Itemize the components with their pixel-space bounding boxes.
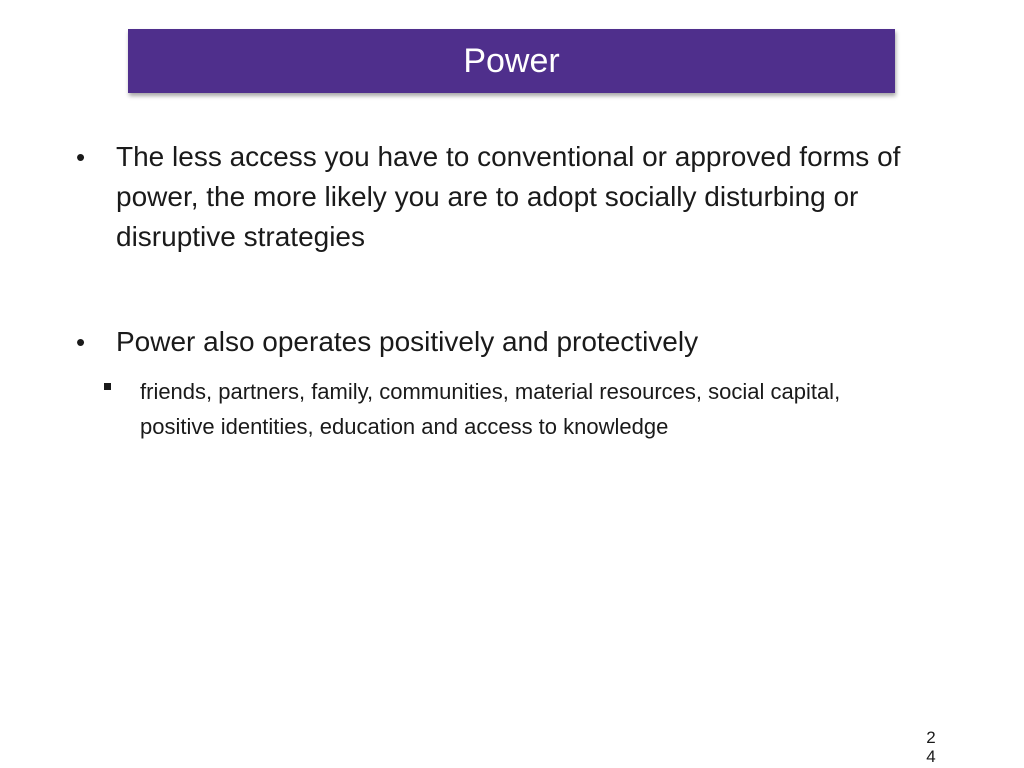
title-banner: [128, 29, 895, 93]
sub-bullet-item: [102, 374, 902, 444]
page-number: 24: [926, 728, 936, 766]
bullet-item: [76, 137, 956, 257]
bullet-item: [76, 322, 956, 362]
bullet-dot-icon: •: [76, 327, 86, 357]
bullet-dot-icon: •: [76, 142, 86, 172]
square-bullet-icon: [102, 374, 140, 409]
slide-title: Power: [463, 42, 560, 80]
bullet-text: The less access you have to conventional or approved forms of power, the more likely you are to adopt socially disturbing or disruptive strategies: [116, 141, 901, 252]
bullet-text: Power also operates positively and protectively: [116, 326, 699, 357]
sub-bullet-text: friends, partners, family, communities, material resources, social capital, positive identities, education and access to knowledge: [140, 379, 841, 439]
